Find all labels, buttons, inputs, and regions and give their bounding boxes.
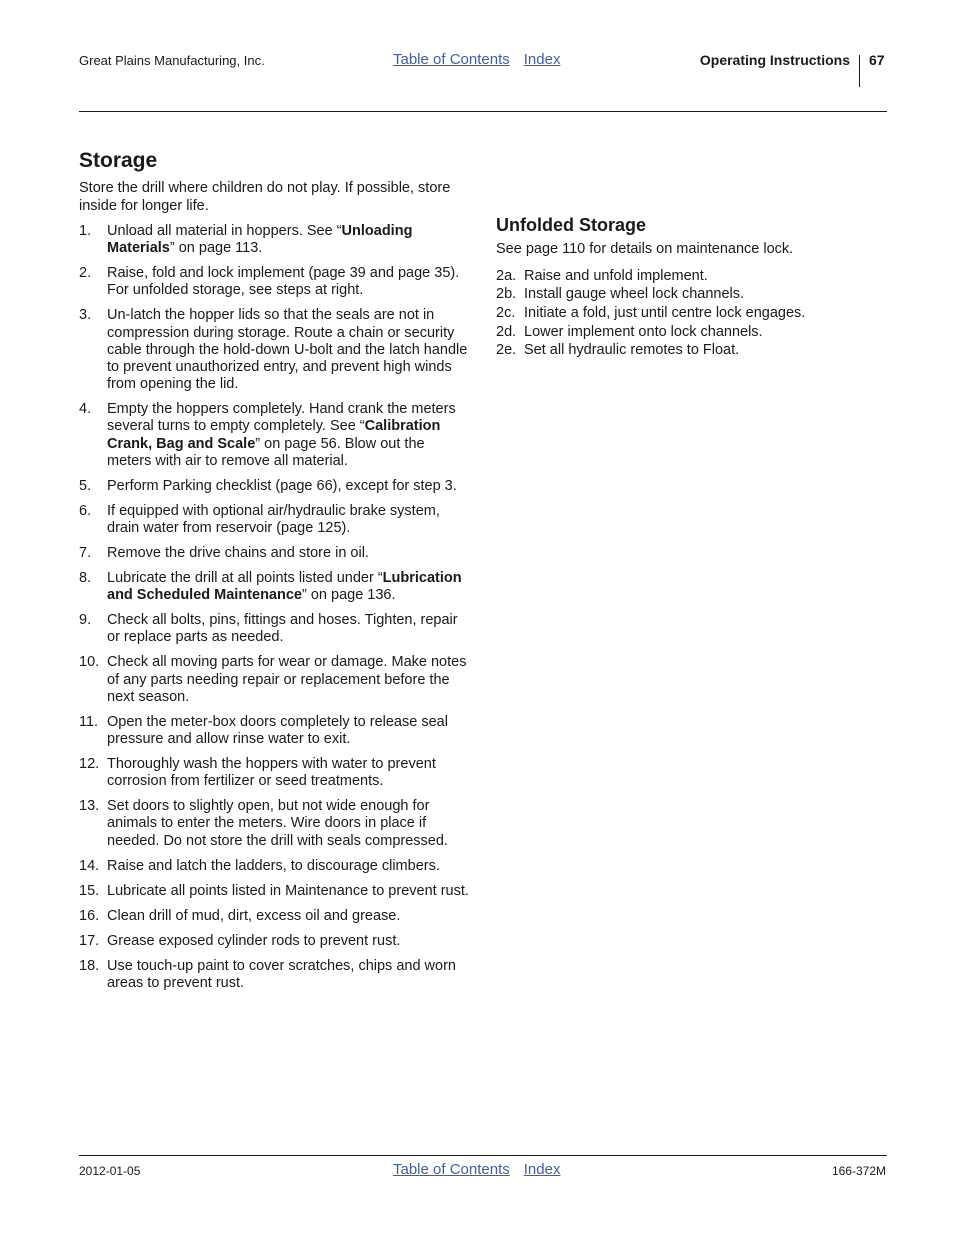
unfolded-step — [496, 286, 896, 303]
step-number: 8. — [79, 570, 92, 587]
step-text: Unload all material in hoppers. See “ — [107, 223, 342, 239]
storage-step — [79, 756, 469, 790]
step-number: 10. — [79, 654, 100, 671]
unfolded-step — [496, 342, 896, 359]
storage-step — [79, 570, 469, 604]
footer-date: 2012-01-05 — [79, 1164, 141, 1178]
storage-step — [79, 714, 469, 748]
storage-step — [79, 908, 469, 925]
step-text: Check all bolts, pins, fittings and hoses. Tighten, repair or replace parts as needed. — [107, 612, 458, 646]
step-number: 2d. — [496, 323, 517, 340]
step-text: Initiate a fold, just until centre lock engages. — [524, 304, 806, 321]
step-number: 2. — [79, 265, 92, 282]
step-number: 4. — [79, 401, 92, 418]
storage-section — [79, 148, 469, 1000]
step-number: 11. — [79, 713, 99, 730]
step-number: 16. — [79, 907, 100, 924]
step-text: Raise and unfold implement. — [524, 267, 708, 284]
step-number: 17. — [79, 932, 100, 949]
document-number: 166-372M — [831, 1164, 886, 1178]
footer-nav-links — [393, 1161, 560, 1178]
unfolded-storage-heading: Unfolded Storage — [496, 215, 647, 235]
step-number: 2a. — [496, 267, 517, 284]
unfolded-step — [496, 268, 896, 285]
section-title: Operating Instructions — [699, 52, 850, 68]
footer-toc-link[interactable]: Table of Contents — [393, 1161, 510, 1178]
storage-step — [79, 858, 469, 875]
step-text: Set doors to slightly open, but not wide enough for animals to enter the meters. Wire doors in place if needed. Do not store the drill with seals compressed. — [107, 798, 448, 849]
step-text: Open the meter-box doors completely to release seal pressure and allow rinse water to exit. — [107, 713, 448, 748]
step-number: 15. — [79, 882, 100, 899]
step-number: 12. — [79, 756, 100, 773]
unfolded-storage-section — [496, 213, 896, 361]
step-text-tail: ” on page 113. — [169, 240, 263, 257]
unfolded-storage-intro: See page 110 for details on maintenance lock. — [496, 241, 794, 257]
step-text: Lubricate all points listed in Maintenance to prevent rust. — [107, 882, 469, 899]
step-text: Lubricate the drill at all points listed under “ — [107, 570, 383, 587]
storage-intro: Store the drill where children do not play. If possible, store inside for longer life. — [79, 180, 451, 214]
step-text: Clean drill of mud, dirt, excess oil and grease. — [107, 907, 401, 924]
step-text-tail: ” on page 56. Blow out the meters with air to remove all material. — [107, 435, 425, 469]
step-text: Use touch-up paint to cover scratches, chips and worn areas to prevent rust. — [107, 957, 456, 991]
header-nav-links — [393, 51, 560, 68]
page-number: 67 — [869, 52, 885, 68]
step-number: 7. — [79, 545, 92, 562]
storage-step — [79, 503, 469, 537]
step-text: Raise, fold and lock implement (page 39 and page 35). For unfolded storage, see steps at right. — [107, 265, 460, 299]
step-number: 2b. — [496, 286, 517, 303]
header-divider — [859, 55, 860, 87]
storage-steps-list — [79, 223, 469, 992]
step-text: If equipped with optional air/hydraulic brake system, drain water from reservoir (page 125). — [107, 502, 440, 537]
step-reference: Unloading Materials — [107, 223, 413, 257]
step-number: 1. — [79, 223, 92, 239]
step-number: 3. — [79, 307, 92, 324]
header-rule — [79, 111, 887, 112]
step-text: Install gauge wheel lock channels. — [524, 286, 745, 303]
step-text-tail: ” on page 136. — [302, 587, 396, 604]
unfolded-step — [496, 324, 896, 341]
storage-step — [79, 933, 469, 950]
step-number: 13. — [79, 798, 100, 815]
step-number: 6. — [79, 502, 92, 519]
step-text: Thoroughly wash the hoppers with water to prevent corrosion from fertilizer or seed treatments. — [107, 756, 436, 790]
footer-rule — [79, 1155, 887, 1156]
step-reference: Lubrication and Scheduled Maintenance — [107, 570, 462, 604]
step-text: Raise and latch the ladders, to discourage climbers. — [107, 857, 440, 874]
step-number: 18. — [79, 957, 100, 974]
step-text: Un-latch the hopper lids so that the seals are not in compression during storage. Route a chain or security cable through the hold-down U-bolt and the latch handle to prevent unauthorized entry, and prevent high winds from opening the lid. — [107, 307, 468, 393]
storage-step — [79, 612, 469, 646]
step-text: Check all moving parts for wear or damage. Make notes of any parts needing repair or replacement before the next season. — [107, 654, 467, 705]
step-text: Remove the drive chains and store in oil. — [107, 545, 369, 562]
storage-step — [79, 401, 469, 470]
step-reference: Calibration Crank, Bag and Scale — [107, 418, 441, 452]
storage-step — [79, 545, 469, 562]
header-toc-link[interactable]: Table of Contents — [393, 51, 510, 68]
company-name: Great Plains Manufacturing, Inc. — [79, 53, 265, 68]
storage-step — [79, 307, 469, 393]
storage-step — [79, 478, 469, 495]
storage-step — [79, 654, 469, 706]
step-text: Set all hydraulic remotes to Float. — [524, 342, 740, 359]
header-index-link[interactable]: Index — [523, 51, 561, 68]
step-number: 5. — [79, 477, 92, 494]
storage-step — [79, 883, 469, 900]
step-text: Perform Parking checklist (page 66), except for step 3. — [107, 477, 457, 494]
footer-index-link[interactable]: Index — [523, 1161, 561, 1178]
step-number: 2e. — [496, 342, 517, 359]
unfolded-steps-list — [496, 268, 896, 360]
storage-heading: Storage — [79, 149, 158, 172]
step-number: 14. — [79, 857, 100, 874]
storage-step — [79, 798, 469, 850]
storage-step — [79, 265, 469, 299]
unfolded-step — [496, 305, 896, 322]
step-number: 9. — [79, 612, 92, 629]
storage-step — [79, 958, 469, 992]
step-number: 2c. — [496, 304, 516, 321]
step-text: Grease exposed cylinder rods to prevent rust. — [107, 932, 401, 949]
step-text: Empty the hoppers completely. Hand crank the meters several turns to empty completely. See “ — [107, 401, 456, 435]
storage-step — [79, 223, 469, 257]
step-text: Lower implement onto lock channels. — [524, 323, 763, 340]
